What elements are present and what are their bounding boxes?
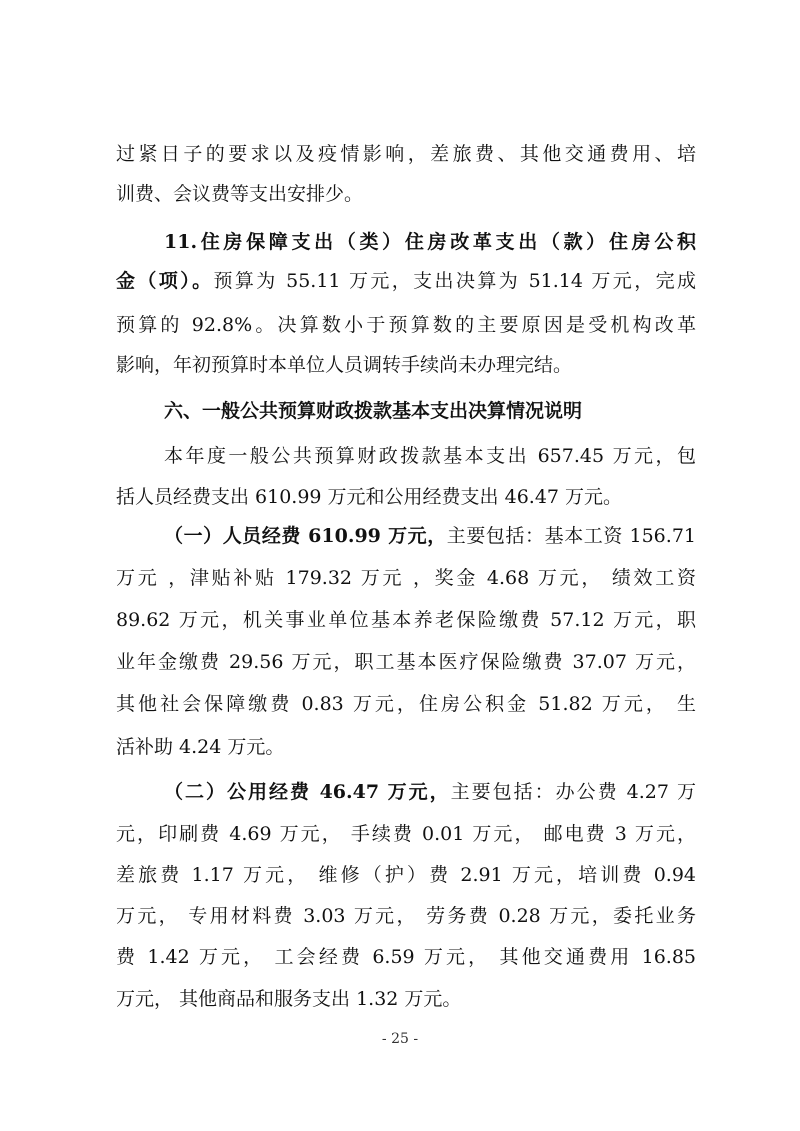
text-line: 过紧日子的要求以及疫情影响，差旅费、其他交通费用、培 <box>116 143 696 165</box>
text-line: 业年金缴费 29.56 万元，职工基本医疗保险缴费 37.07 万元， <box>116 651 696 673</box>
text-line: 89.62 万元，机关事业单位基本养老保险缴费 57.12 万元，职 <box>116 609 696 631</box>
text-line: 元，印刷费 4.69 万元， 手续费 0.01 万元， 邮电费 3 万元， <box>116 823 696 845</box>
text-line: 括人员经费支出 610.99 万元和公用经费支出 46.47 万元。 <box>116 486 623 508</box>
text-line: 预算的 92.8%。决算数小于预算数的主要原因是受机构改革 <box>116 314 696 336</box>
text-line: 差旅费 1.17 万元， 维修（护）费 2.91 万元，培训费 0.94 <box>116 864 696 886</box>
subheading-public-expenses: （二）公用经费 46.47 万元，主要包括：办公费 4.27 万 <box>164 781 696 803</box>
page-number: - 25 - <box>381 1031 419 1047</box>
text-line: 影响，年初预算时本单位人员调转手续尚未办理完结。 <box>116 354 573 376</box>
text-line: 费 1.42 万元， 工会经费 6.59 万元， 其他交通费用 16.85 <box>116 946 696 968</box>
text-line: 万元， 其他商品和服务支出 1.32 万元。 <box>116 988 462 1010</box>
section-heading-11: 11.住房保障支出（类）住房改革支出（款）住房公积 <box>164 231 696 253</box>
text-line: 金（项）。预算为 55.11 万元，支出决算为 51.14 万元，完成 <box>116 270 696 292</box>
text-line: 万元， 专用材料费 3.03 万元， 劳务费 0.28 万元，委托业务 <box>116 905 696 927</box>
text-line: 本年度一般公共预算财政拨款基本支出 657.45 万元，包 <box>164 445 696 467</box>
text-line: 其他社会保障缴费 0.83 万元，住房公积金 51.82 万元， 生 <box>116 693 696 715</box>
subheading-personnel-expenses: （一）人员经费 610.99 万元，主要包括：基本工资 156.71 <box>164 525 696 547</box>
text-line: 活补助 4.24 万元。 <box>116 736 285 758</box>
text-line: 万元 ，津贴补贴 179.32 万元 ，奖金 4.68 万元， 绩效工资 <box>116 567 696 589</box>
section-heading-six: 六、一般公共预算财政拨款基本支出决算情况说明 <box>164 400 583 422</box>
text-line: 训费、会议费等支出安排少。 <box>116 183 364 205</box>
